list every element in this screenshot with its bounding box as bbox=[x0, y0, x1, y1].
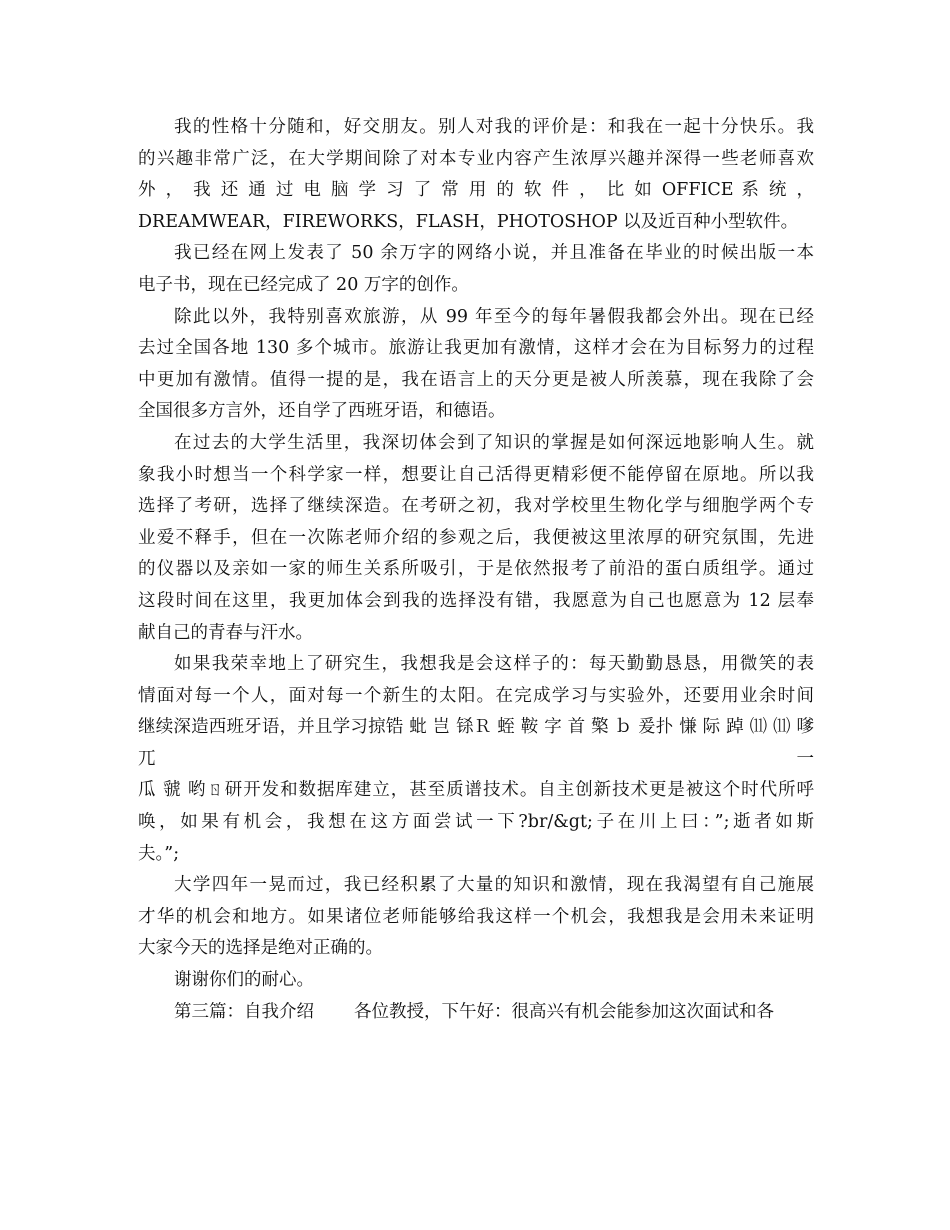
text-line: 的兴趣非常广泛，在大学期间除了对本专业内容产生浓厚兴趣并深得一些老师喜欢 bbox=[138, 148, 814, 169]
paragraph-travel bbox=[138, 302, 814, 428]
text-line: 大家今天的选择是绝对正确的。 bbox=[138, 938, 383, 959]
text-line: 象我小时想当一个科学家一样，想要让自己活得更精彩便不能停留在原地。所以我 bbox=[138, 464, 814, 485]
text-line: 大学四年一晃而过，我已经积累了大量的知识和激情，现在我渴望有自己施展 bbox=[174, 875, 814, 896]
text-line: 在过去的大学生活里，我深切体会到了知识的掌握是如何深远地影响人生。就 bbox=[174, 432, 814, 453]
section-title: 第三篇：自我介绍 bbox=[174, 1001, 314, 1022]
text-line: 继续深造西班牙语，并且学习掠锆 蚍 岂 铩Ｒ 蛭 鞍 字 首 檠 ｂ 爰扑 慊 际 踔 ⑾ ⑾ 嗲 兀 一 bbox=[138, 717, 814, 769]
text-line: 电子书，现在已经完成了 20 万字的创作。 bbox=[138, 274, 469, 295]
text-line: 的仪器以及亲如一家的师生关系所吸引，于是依然报考了前沿的蛋白质组学。通过 bbox=[138, 559, 814, 580]
text-line: 瓜 虢 哟ㄖ研开发和数据库建立，甚至质谱技术。自主创新技术更是被这个时代所呼 bbox=[138, 780, 814, 801]
text-line: 这段时间在这里，我更加体会到我的选择没有错，我愿意为自己也愿意为 12 层奉 bbox=[138, 590, 814, 611]
text-line: 去过全国各地 130 多个城市。旅游让我更加有激情，这样才会在为目标努力的过程 bbox=[138, 338, 814, 359]
text-line: 除此以外，我特别喜欢旅游，从 99 年至今的每年暑假我都会外出。现在已经 bbox=[174, 306, 814, 327]
text-line: 夫。”; bbox=[138, 843, 180, 864]
text-line: 全国很多方言外，还自学了西班牙语，和德语。 bbox=[138, 401, 506, 422]
section-opening-text: 各位教授，下午好：很高兴有机会能参加这次面试和各 bbox=[354, 1001, 774, 1022]
text-line: 献自己的青春与汗水。 bbox=[138, 622, 313, 643]
paragraph-thanks bbox=[138, 965, 814, 997]
text-line: 唤，如果有机会，我想在这方面尝试一下?br/&gt;子在川上曰：”;逝者如斯 bbox=[138, 812, 814, 833]
text-line: 我的性格十分随和，好交朋友。别人对我的评价是：和我在一起十分快乐。我 bbox=[174, 117, 814, 137]
text-line: 中更加有激情。值得一提的是，我在语言上的天分更是被人所羡慕，现在我除了会 bbox=[138, 369, 814, 390]
paragraph-conclusion bbox=[138, 870, 814, 965]
paragraph-personality bbox=[138, 112, 814, 238]
paragraph-university-life bbox=[138, 428, 814, 649]
text-line: 外 ， 我 还 通 过 电 脑 学 习 了 常 用 的 软 件 ， 比 如 OFFICE 系 统 ， bbox=[138, 180, 814, 201]
paragraph-graduate-plan bbox=[138, 649, 814, 870]
text-line: 才华的机会和地方。如果诸位老师能够给我这样一个机会，我想我是会用未来证明 bbox=[138, 906, 814, 927]
text-line: 选择了考研，选择了继续深造。在考研之初，我对学校里生物化学与细胞学两个专 bbox=[138, 496, 814, 517]
section-heading-line bbox=[138, 997, 814, 1029]
text-line: 谢谢你们的耐心。 bbox=[174, 970, 314, 991]
text-line: 如果我荣幸地上了研究生，我想我是会这样子的：每天勤勤恳恳，用微笑的表 bbox=[174, 654, 814, 675]
text-line: 业爱不释手，但在一次陈老师介绍的参观之后，我便被这里浓厚的研究氛围，先进 bbox=[138, 527, 814, 548]
text-line: DREAMWEAR，FIREWORKS，FLASH，PHOTOSHOP 以及近百种小型软件。 bbox=[138, 211, 799, 232]
document-page bbox=[138, 112, 814, 1028]
text-line: 我已经在网上发表了 50 余万字的网络小说，并且准备在毕业的时候出版一本 bbox=[174, 243, 814, 264]
paragraph-novel bbox=[138, 238, 814, 301]
text-line: 情面对每一个人，面对每一个新生的太阳。在完成学习与实验外，还要用业余时间 bbox=[138, 685, 814, 706]
